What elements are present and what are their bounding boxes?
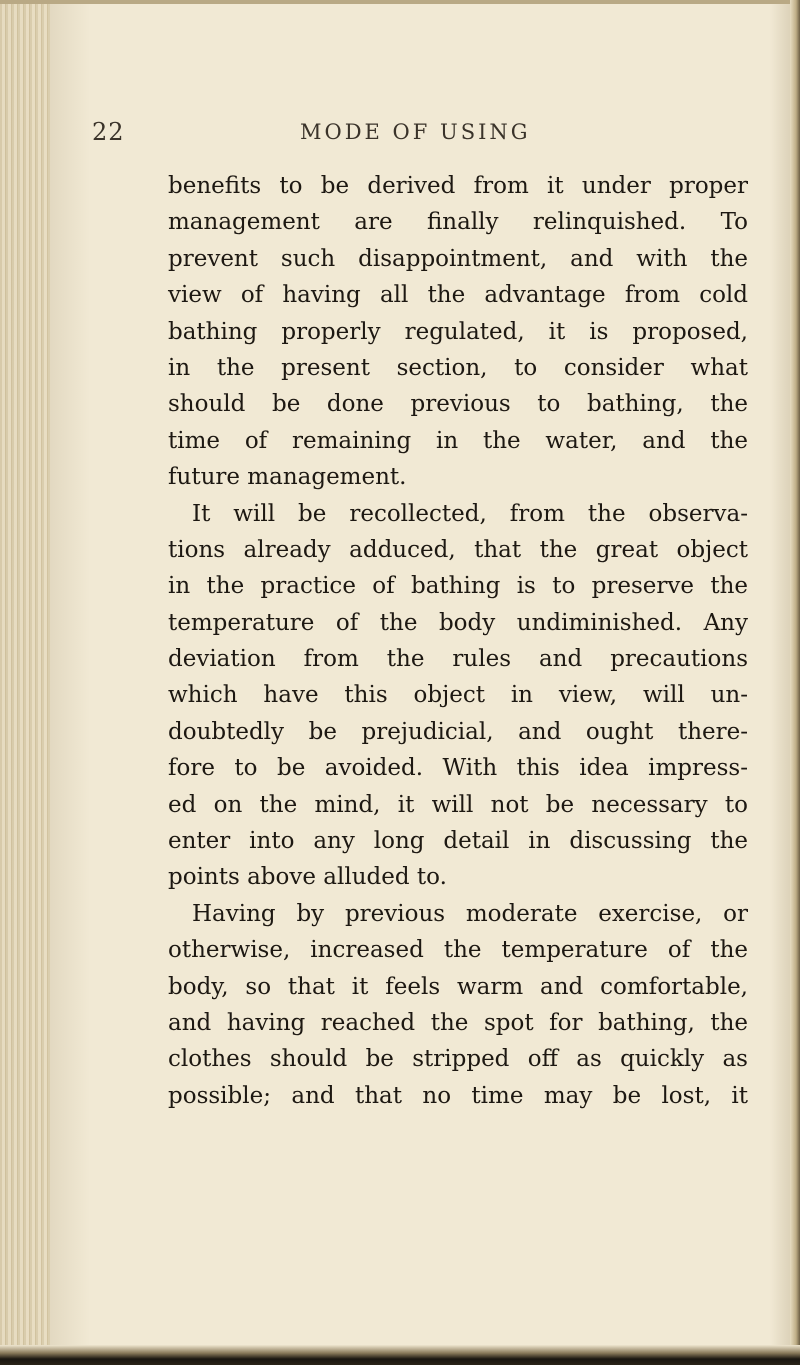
page-bottom-edge (0, 1345, 800, 1365)
text-line: It will be recollected, from the observa- (192, 500, 748, 527)
text-line: should be done previous to bathing, the (168, 391, 748, 418)
text-line: possible; and that no time may be lost, it (168, 1082, 748, 1109)
page-gutter (0, 0, 50, 1365)
text-line: otherwise, increased the temperature of the (168, 937, 748, 964)
text-line: and having reached the spot for bathing, the (168, 1009, 748, 1036)
page-top-edge (0, 0, 800, 4)
text-line: enter into any long detail in discussing the (168, 828, 748, 855)
text-line: which have this object in view, will un- (168, 682, 748, 709)
running-head: MODE OF USING (300, 120, 531, 144)
text-line: view of having all the advantage from cold (168, 282, 748, 309)
text-line: future management. (168, 464, 407, 491)
page-right-edge (790, 0, 800, 1365)
text-line: doubtedly be prejudicial, and ought there- (168, 718, 748, 745)
text-line: benefits to be derived from it under proper (168, 173, 748, 199)
text-line: in the practice of bathing is to preserve the (168, 573, 748, 600)
text-line: deviation from the rules and precautions (168, 646, 748, 673)
text-line: tions already adduced, that the great object (168, 536, 748, 563)
text-line: in the present section, to consider what (168, 354, 748, 381)
text-line: prevent such disappointment, and with the (168, 245, 748, 272)
text-line: time of remaining in the water, and the (168, 427, 748, 454)
text-line: temperature of the body undiminished. Any (168, 609, 748, 636)
text-line: ed on the mind, it will not be necessary to (168, 791, 748, 818)
text-line: clothes should be stripped off as quickly as (168, 1046, 748, 1073)
text-line: management are finally relinquished. To (168, 209, 748, 236)
text-line: points above alluded to. (168, 864, 447, 891)
text-line: fore to be avoided. With this idea impress- (168, 755, 748, 782)
page-number: 22 (92, 118, 125, 146)
text-line: Having by previous moderate exercise, or (192, 900, 748, 927)
body-text (168, 168, 748, 1114)
text-line: bathing properly regulated, it is proposed, (168, 318, 748, 345)
text-line: body, so that it feels warm and comfortable, (168, 973, 748, 1000)
